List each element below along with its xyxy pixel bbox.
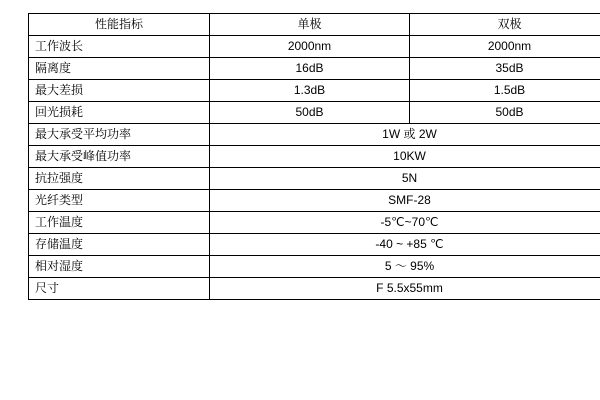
table-header-row [29, 14, 600, 36]
row-value-single: 16dB [210, 58, 410, 80]
row-label: 尺寸 [29, 278, 210, 300]
row-value-dual: 1.5dB [410, 80, 600, 102]
row-value-single: 1.3dB [210, 80, 410, 102]
table-row [29, 168, 600, 190]
table-row [29, 212, 600, 234]
specification-table [28, 13, 600, 300]
row-value-merged: -5℃~70℃ [210, 212, 600, 234]
column-header-single: 单极 [210, 14, 410, 36]
row-label: 最大差损 [29, 80, 210, 102]
table-row [29, 278, 600, 300]
row-value-dual: 35dB [410, 58, 600, 80]
row-label: 相对湿度 [29, 256, 210, 278]
row-label: 回光损耗 [29, 102, 210, 124]
table-row [29, 58, 600, 80]
row-value-single: 50dB [210, 102, 410, 124]
table-row [29, 36, 600, 58]
table-row [29, 256, 600, 278]
row-label: 光纤类型 [29, 190, 210, 212]
row-value-merged: 1W 或 2W [210, 124, 600, 146]
row-label: 最大承受峰值功率 [29, 146, 210, 168]
row-value-merged: 5N [210, 168, 600, 190]
table-row [29, 146, 600, 168]
table-row [29, 234, 600, 256]
row-value-merged: -40 ~ +85 ℃ [210, 234, 600, 256]
row-label: 隔离度 [29, 58, 210, 80]
spec-table-container [28, 13, 571, 300]
row-value-single: 2000nm [210, 36, 410, 58]
column-header-dual: 双极 [410, 14, 600, 36]
row-value-dual: 50dB [410, 102, 600, 124]
row-value-dual: 2000nm [410, 36, 600, 58]
row-label: 抗拉强度 [29, 168, 210, 190]
row-value-merged: 5 ～ 95% [210, 256, 600, 278]
table-row [29, 124, 600, 146]
spec-table-body [29, 14, 600, 300]
row-label: 工作温度 [29, 212, 210, 234]
row-value-merged: SMF-28 [210, 190, 600, 212]
row-label: 存储温度 [29, 234, 210, 256]
row-value-merged: F 5.5x55mm [210, 278, 600, 300]
column-header-metric: 性能指标 [29, 14, 210, 36]
table-row [29, 102, 600, 124]
row-label: 工作波长 [29, 36, 210, 58]
table-row [29, 190, 600, 212]
row-value-merged: 10KW [210, 146, 600, 168]
table-row [29, 80, 600, 102]
row-label: 最大承受平均功率 [29, 124, 210, 146]
